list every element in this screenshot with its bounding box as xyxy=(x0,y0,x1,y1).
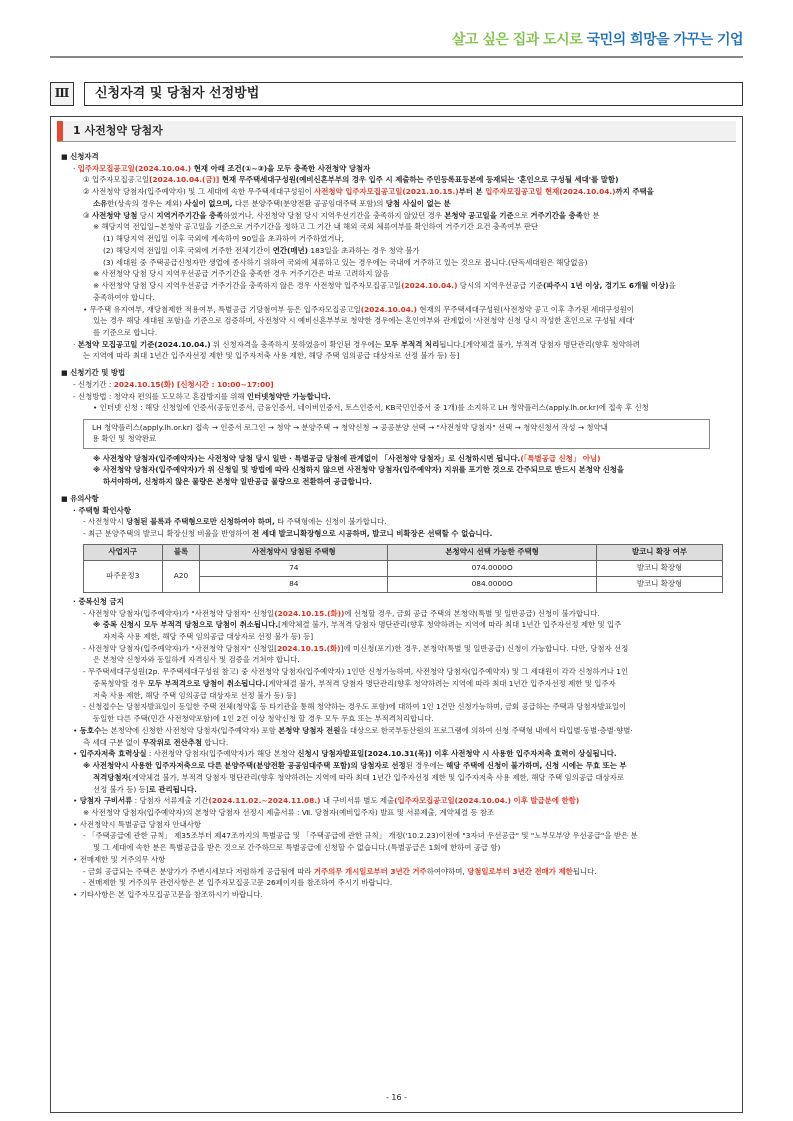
cell-district: 파주운정3 xyxy=(84,560,163,592)
heading-notes: ■ 유의사항 xyxy=(61,494,728,505)
required-documents-note: ※ 사전청약 당첨자(입주예약자)의 본청약 당첨자 선정시 제출서류 : Ⅶ. 당첨자(예비입주자) 발표 및 서류제출, 계약체결 등 참조 xyxy=(83,807,495,817)
section-title: 신청자격 및 당첨자 선정방법 xyxy=(84,82,743,106)
cell-main-type: 074.0000O xyxy=(388,560,597,576)
unit-type-table xyxy=(83,544,723,593)
resale-title: • 전매제한 및 거주의무 사항 xyxy=(73,854,166,864)
duplicate-4: - 무주택세대구성원(2p. 무주택세대구성원 참고) 중 사전청약 당첨자(입주예약자) 1인만 신청가능하며, 사전청약 당첨자(입주예약자) 및 그 세대원이 각각 신청하거나 1인 xyxy=(83,667,629,677)
internet-application: • 인터넷 신청 : 해당 신청일에 인증서(공동인증서, 금융인증서, 네이버인증서, 토스인증서, KB국민인증서 중 1개)를 소지하고 LH 청약플러스(apply.lh.or.kr)에 접속 후 신청 xyxy=(93,403,649,413)
duplicate-5-cont: 동일한 다른 주택(민간 사전청약포함)에 1인 2건 이상 청약신청 할 경우 모두 무효 또는 부적격처리합니다. xyxy=(93,714,434,724)
application-period: - 신청기간 : 2024.10.15(화) [신청시간 : 10:00~17:00] xyxy=(73,379,274,389)
application-steps-box xyxy=(83,419,710,448)
col-block: 블록 xyxy=(162,544,200,560)
unit-type-title: · 주택형 확인사항 xyxy=(73,505,131,515)
note-priority-2-cont: 충족하여야 합니다. xyxy=(93,292,155,302)
cell-pre-type: 84 xyxy=(200,576,388,592)
ineligible-note: · 본청약 모집공고일 기준(2024.10.04.) 위 신청자격을 충족하지 못하였음이 확인된 경우에는 모두 부적격 처리됩니다.[계약체결 불가, 부적격 당첨자 명단관리(향후 청약하려 xyxy=(73,339,640,349)
application-steps-line1: LH 청약플러스(apply.lh.or.kr) 접속 → 인증서 로그인 → 청약 → 분양주택 → 청약신청 → 공공분양 선택 → "사전청약 당첨자" 선택 → 청약신청서 작성 → 청약내 xyxy=(92,423,608,433)
col-balcony: 발코니 확장 여부 xyxy=(597,544,723,560)
note-residence-3: (3) 세대원 중 주택공급신청자만 생업에 종사하기 위하여 국외에 체류하고 있는 경우에는 국내에 거주하고 있는 것으로 봅니다.(단독세대원은 해당없음) xyxy=(103,257,588,267)
savings-expiry-note-cont: 적격당첨자[계약체결 불가, 부적격 당첨자 명단관리(향후 청약하려는 지역에 따라 최대 1년간 입주자선정 제한 및 입주자저축 사용 제한, 해당 주택 임의공급 대상자로 xyxy=(93,772,625,782)
section-number: Ⅲ xyxy=(50,82,74,106)
note-residence-2: (2) 해당지역 전입일 이후 국외에 거주한 전체기간이 연간(매년) 183일을 초과하는 경우 청약 불가 xyxy=(103,245,420,255)
condition-2: ② 사전청약 당첨자(입주예약자) 및 그 세대에 속한 무주택세대구성원이 사전청약 입주자모집공고일(2021.10.15.)부터 본 입주자모집공고일 현재(2024.10.04.)까지 주택을 xyxy=(83,187,654,197)
note-residence-1: (1) 해당지역 전입일 이후 국외에 계속하여 90일을 초과하여 거주하였거나, xyxy=(103,234,344,244)
condition-3: ③ 사전청약 당첨 당시 지역거주기간을 충족하였거나, 사전청약 당첨 당시 지역우선기간을 충족하지 않았던 경우 본청약 공고일을 기준으로 거주기간을 충족한 분 xyxy=(83,210,600,220)
duplicate-4-cont: 중복청약할 경우 모두 부적격으로 당첨이 취소됩니다.[계약체결 불가, 부적격 당첨자 명단관리(향후 청약하려는 지역에 따라 최대 1년간 입주자선정 제한 및 입주자 xyxy=(93,678,616,688)
unit-lottery-cont: 측 세대 구분 없이 무작위로 전산추첨 합니다. xyxy=(83,737,229,747)
subsection-accent xyxy=(57,121,63,141)
eligibility-lead: · 입주자모집공고일(2024.10.04.) 현재 아래 조건(①~③)을 모두 충족한 사전청약 당첨자 xyxy=(73,163,371,173)
unit-type-1: - 사전청약시 당첨된 블록과 주택형으로만 신청하여야 하며, 타 주택형에는 신청이 불가합니다. xyxy=(83,517,387,527)
other-notes: • 기타사항은 본 입주자모집공고문을 참조하시기 바랍니다. xyxy=(73,890,263,900)
duplicate-3-cont: 은 본청약 신청자와 동일하게 자격심사 및 검증을 거쳐야 합니다. xyxy=(93,655,300,665)
page-number: - 16 - xyxy=(385,1093,408,1102)
resale-1: - 금회 공급되는 주택은 분양가가 주변시세보다 저렴하게 공급됨에 따라 거주의무 개시일로부터 3년간 거주하여야하며, 당첨일로부터 3년간 전매가 제한됩니다. xyxy=(83,866,597,876)
special-supply-1-cont: 및 그 세대에 속한 분은 특별공급을 받은 것으로 간주하므로 특별공급에 신청할 수 없습니다.(특별공급은 1회에 한하여 공급 함) xyxy=(93,843,501,853)
unit-lottery: • 동호수는 본청약에 신청한 사전청약 당첨자(입주예약자) 포함 본청약 당첨자 전원을 대상으로 한국부동산원의 프로그램에 의하여 신청 주택형 내에서 타입별·동별·층별·향별· xyxy=(73,725,633,735)
duplicate-1: - 사전청약 당첨자(입주예약자)가 "사전청약 당첨자" 신청일(2024.10.15.(화))에 신청할 경우, 금회 공급 주택의 본청약(특별 및 일반공급) 신청이 불가합니다. xyxy=(83,608,600,618)
ineligible-note-cont: 는 지역에 따라 최대 1년간 입주자선정 제한 및 입주자저축 사용 제한, 해당 주택 임의공급 대상자로 선정 불가 등) 등] xyxy=(83,351,460,361)
application-steps-line2: 용 확인 및 청약완료 xyxy=(92,433,157,443)
unit-type-2: - 최근 분양주택의 발코니 확장신청 비율을 반영하여 전 세대 발코니확장형으로 시공하며, 발코니 비확장은 선택할 수 없습니다. xyxy=(83,529,493,539)
condition-1: ① 입주자모집공고일[2024.10.04.(금)] 현재 무주택세대구성원(예비신혼부부의 경우 입주 시 제출하는 주민등록표등본에 등재되는 '혼인으로 구성될 세대'를 말함) xyxy=(83,175,619,185)
duplicate-2-cont: 자저축 사용 제한, 해당 주택 임의공급 대상자로 선정 불가 등) 등] xyxy=(103,631,314,641)
header-rule xyxy=(50,56,743,58)
section-header xyxy=(50,82,743,106)
duplicate-title: · 중복신청 금지 xyxy=(73,596,124,606)
cell-main-type: 084.0000O xyxy=(388,576,597,592)
table-row xyxy=(84,560,723,576)
cell-balcony: 발코니 확장형 xyxy=(597,560,723,576)
savings-expiry: • 입주자저축 효력상실 : 사전청약 당첨자(입주예약자)가 해당 본청약 신청시 당첨자발표일[2024.10.31(목)] 이후 사전청약 시 사용한 입주자저축 효력이 상실됩니다. xyxy=(73,749,617,759)
duplicate-3: - 사전청약 당첨자(입주예약자)가 "사전청약 당첨자" 신청일[2024.10.15.(화)]에 미신청(포기)한 경우, 본청약(특별 및 일반공급) 신청이 가능합니다. 다만, 당첨자 선정 xyxy=(83,643,629,653)
cell-pre-type: 74 xyxy=(200,560,388,576)
warning-1: ※ 사전청약 당첨자(입주예약자)는 사전청약 당첨 당시 일반 · 특별공급 당첨에 관계없이 「사전청약 당첨자」로 신청하시면 됩니다.(「특별공급 신청」 아님) xyxy=(93,453,601,463)
warning-2-cont: 하셔야하며, 신청하지 않은 물량은 본청약 일반공급 물량으로 전환하여 공급합니다. xyxy=(103,477,372,487)
note-priority-2: ※ 사전청약 당첨 당시 지역우선공급 거주기간을 충족하지 않은 경우 사전청약 입주자모집공고일(2024.10.04.) 당시의 지역우선공급 기준(파주시 1년 이상, 경기도 6개월 이상)을 xyxy=(93,281,676,291)
warning-2: ※ 사전청약 당첨자(입주예약자)가 위 신청일 및 방법에 따라 신청하지 않으면 사전청약 당첨자(입주예약자) 지위를 포기한 것으로 간주되므로 반드시 본청약 신청을 xyxy=(93,465,625,475)
special-supply-1: - 「주택공급에 관한 규칙」 제35조부터 제47조까지의 특별공급 및 「주택공급에 관한 규칙」 개정('10.2.23)이전에 "3자녀 우선공급" 및 "노부모부양 우선공급"을 받은 분 xyxy=(83,831,638,841)
savings-expiry-note: ※ 사전청약시 사용한 입주자저축으로 다른 분양주택(분양전환 공공임대주택 포함)의 당첨자로 선정된 경우에는 해당 주택에 신청이 불가하며, 신청 시에는 무효 또는 부 xyxy=(83,761,627,771)
col-pre-type: 사전청약시 당첨된 주택형 xyxy=(200,544,388,560)
resale-2: - 전매제한 및 거주의무 관련사항은 본 입주자모집공고문 26페이지를 참조하여 주시기 바랍니다. xyxy=(83,878,393,888)
duplicate-5: - 신청접수는 당첨자발표일이 동일한 주택 전체(청약홈 등 타기관을 통해 청약하는 경우도 포함)에 대하여 1인 1건만 신청가능하며, 금회 공급하는 주택과 당첨자발표일이 xyxy=(83,702,627,712)
verification-note-cont: 있는 경우 해당 세대원 포함)을 기준으로 검증하며, 사전청약 시 예비신혼부부로 청약한 경우에는 혼인여부와 관계없이 '사전청약 신청 당시 작성한 혼인으로 구성될 세대' xyxy=(93,316,635,326)
duplicate-4-end: 저축 사용 제한, 해당 주택 임의공급 대상자로 선정 불가 등) 등] xyxy=(93,690,296,700)
heading-application: ■ 신청기간 및 방법 xyxy=(61,368,728,379)
heading-eligibility: ■ 신청자격 xyxy=(61,152,728,163)
verification-note-end: 를 기준으로 합니다. xyxy=(93,328,158,338)
subsection-header xyxy=(57,121,736,142)
note-priority: ※ 사전청약 당첨 당시 지역우선공급 거주기간을 충족한 경우 거주기간은 따로 고려하지 않음 xyxy=(93,269,390,279)
application-method: - 신청방법 : 청약자 편의를 도모하고 혼잡방지를 위해 인터넷청약만 가능합니다. xyxy=(73,391,331,401)
col-main-type: 본청약시 선택 가능한 주택형 xyxy=(388,544,597,560)
header-slogan: 살고 싶은 집과 도시로 국민의 희망을 가꾸는 기업 xyxy=(451,32,743,48)
note-residence: ※ 해당지역 전입일~본청약 공고일을 기준으로 거주기간을 정하고 그 기간 내 해외 국외 체류여부를 확인하여 거주기간 요건 충족여부 판단 xyxy=(93,222,538,232)
col-district: 사업지구 xyxy=(84,544,163,560)
duplicate-2: ※ 중복 신청시 모두 부적격 당첨으로 당첨이 취소됩니다.[계약체결 불가, 부적격 당첨자 명단관리(향후 청약하려는 지역에 따라 최대 1년간 입주자선정 제한 및 입주 xyxy=(93,620,622,630)
verification-note: • 무주택 유지여부, 재당첨제한 적용여부, 특별공급 기당첨여부 등은 입주자모집공고일(2024.10.04.) 현재의 무주택세대구성원(사전청약 공고 이후 추가된 세대구성원이 xyxy=(83,304,634,314)
subsection-title: 1 사전청약 당첨자 xyxy=(73,124,163,138)
required-documents: • 당첨자 구비서류 : 당첨자 서류제출 기간(2024.11.02.~2024.11.08.) 내 구비서류 별도 제출(입주자모집공고일(2024.10.04.) 이후 발급분에 한함) xyxy=(73,796,580,806)
cell-block: A20 xyxy=(162,560,200,592)
condition-2-cont: 소유한(상속의 경우는 제외) 사실이 없으며, 다른 분양주택(분양전환 공공임대주택 포함)의 당첨 사실이 없는 분 xyxy=(93,198,451,208)
special-supply-title: • 사전청약시 특별공급 당첨자 안내사항 xyxy=(73,819,201,829)
content-frame xyxy=(50,116,743,1113)
savings-expiry-note-end: 선정 불가 등) 등]로 관리됩니다. xyxy=(93,784,197,794)
cell-balcony: 발코니 확장형 xyxy=(597,576,723,592)
document-body xyxy=(51,142,742,901)
